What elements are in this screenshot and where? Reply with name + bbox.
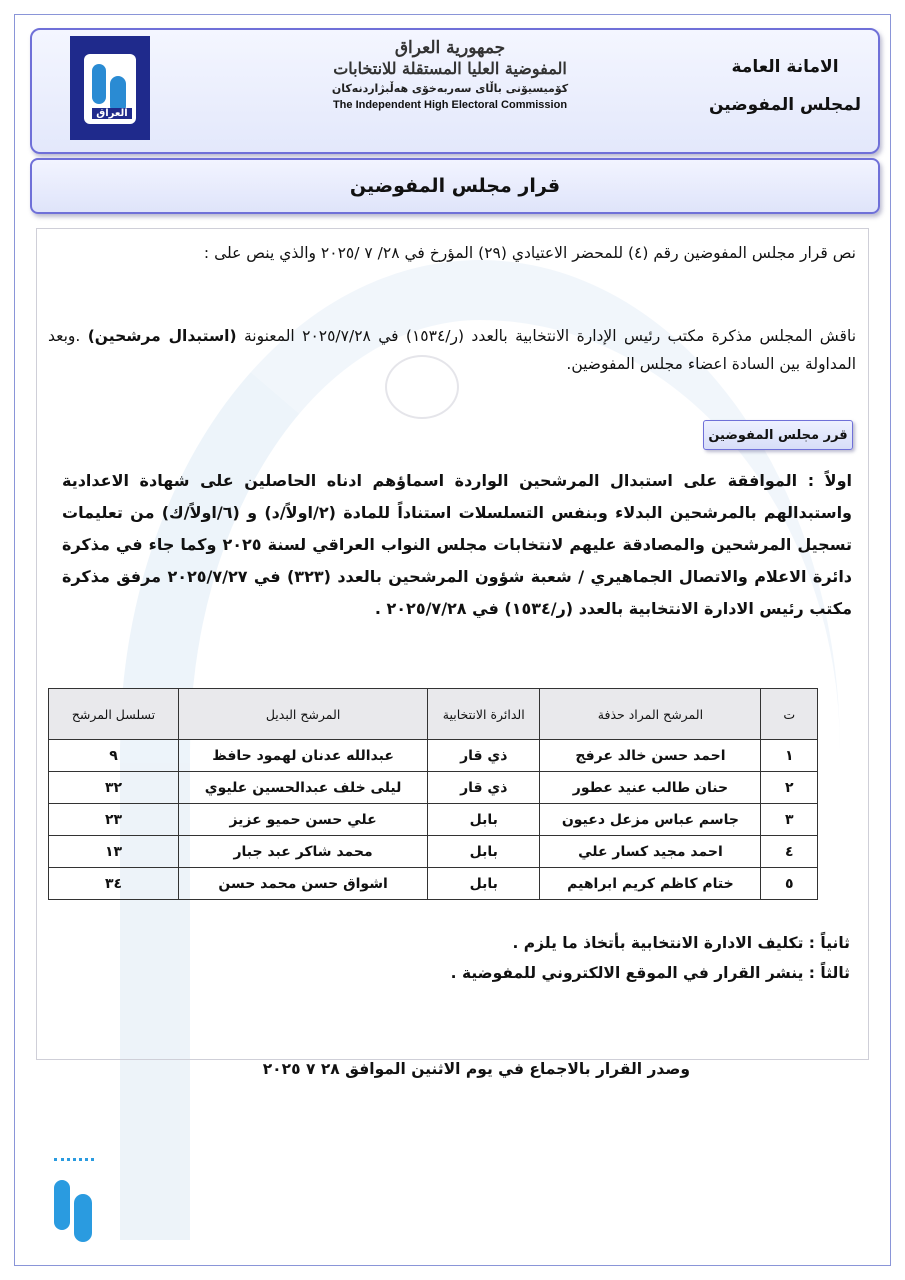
discussion-text-2: .وبعد المداولة بين السادة اعضاء مجلس المفوضين.: [48, 327, 856, 373]
commission-logo: [70, 36, 150, 140]
table-row: [49, 836, 818, 868]
secretariat-title: [705, 48, 865, 124]
decided-label-box: قرر مجلس المفوضين: [703, 420, 853, 450]
decision-title-bar: [30, 158, 880, 214]
footer-logo-figure-right: [74, 1194, 92, 1242]
table-row: [49, 772, 818, 804]
secretariat-line2: لمجلس المفوضين: [708, 95, 862, 115]
cell-sequence: ٣٤: [49, 868, 179, 900]
cell-deleted-candidate: احمد مجيد كسار علي: [540, 836, 761, 868]
header-alternate-candidate: المرشح البديل: [179, 689, 428, 740]
cell-number: ١: [761, 740, 818, 772]
cell-alternate-candidate: محمد شاكر عبد جبار: [179, 836, 428, 868]
cell-alternate-candidate: عبدالله عدنان لهمود حافظ: [179, 740, 428, 772]
commission-name-block: [320, 38, 580, 112]
cell-sequence: ١٣: [49, 836, 179, 868]
commission-name-ku: كۆمیسیۆنی باڵای سەربەخۆی هەڵبژاردنەکان: [331, 82, 569, 95]
decision-reference-paragraph: نص قرار مجلس المفوضين رقم (٤) للمحضر الاعتيادي (٢٩) المؤرخ في ٢٨/ ٧ /٢٠٢٥ والذي ينص على :: [203, 244, 856, 262]
logo-text: العراق: [92, 108, 132, 119]
commission-name-en: The Independent High Electoral Commission: [332, 99, 568, 111]
cell-number: ٤: [761, 836, 818, 868]
decision-item-first: اولاً : الموافقة على استبدال المرشحين الواردة اسماؤهم ادناه الحاصلين على شهادة الاعدادية واستبدالهم بالمرشحين البدلاء وبنفس التسلسلات استناداً للمادة (٢/اولاً/د) و (٦/اولاً/ك) من تعليمات تسجيل المرشحين والمصادقة عليهم لانتخابات مجلس النواب العراقي لسنة ٢٠٢٥ وكما جاء في مذكرة دائرة الاعلام والاتصال الجماهيري / شعبة شؤون المرشحين بالعدد (٣٢٣) في ٢٠٢٥/٧/٢٧ مرفق مذكرة مكتب رئيس الادارة الانتخابية بالعدد (ر/١٥٣٤) في ٢٠٢٥/٧/٢٨ .: [62, 471, 853, 618]
table-row: [49, 804, 818, 836]
cell-number: ٢: [761, 772, 818, 804]
candidates-table: [48, 688, 818, 900]
cell-number: ٥: [761, 868, 818, 900]
republic-name: جمهورية العراق: [394, 38, 506, 58]
decision-item-second: ثانياً : تكليف الادارة الانتخابية بأتخاذ ما يلزم .: [512, 934, 850, 952]
cell-sequence: ٢٣: [49, 804, 179, 836]
cell-district: ذي قار: [428, 740, 540, 772]
discussion-paragraph: [48, 322, 856, 378]
cell-district: بابل: [428, 836, 540, 868]
discussion-text-1: ناقش المجلس مذكرة مكتب رئيس الإدارة الانتخابية بالعدد (ر/١٥٣٤) في ٢٠٢٥/٧/٢٨ المعنونة: [236, 327, 857, 345]
footer-logo-dots: [54, 1158, 94, 1173]
cell-alternate-candidate: اشواق حسن محمد حسن: [179, 868, 428, 900]
decision-item-third: ثالثاً : ينشر القرار في الموقع الالكتروني للمفوضية .: [450, 964, 850, 982]
footer-logo-figure-left: [54, 1180, 70, 1230]
cell-district: بابل: [428, 868, 540, 900]
cell-district: بابل: [428, 804, 540, 836]
secretariat-line1: الامانة العامة: [731, 57, 839, 77]
table-header-row: [49, 689, 818, 740]
footer-logo: [48, 1150, 108, 1260]
header-sequence: تسلسل المرشح: [49, 689, 179, 740]
decision-title: قرار مجلس المفوضين: [349, 175, 561, 197]
cell-deleted-candidate: جاسم عباس مزعل دعيون: [540, 804, 761, 836]
logo-emblem: [84, 54, 136, 124]
logo-figure-left: [92, 64, 106, 104]
header-number: ت: [761, 689, 818, 740]
cell-alternate-candidate: ليلى خلف عبدالحسين عليوي: [179, 772, 428, 804]
table-row: [49, 740, 818, 772]
cell-sequence: ٩: [49, 740, 179, 772]
header-deleted-candidate: المرشح المراد حذفة: [540, 689, 761, 740]
cell-alternate-candidate: علي حسن حميو عزيز: [179, 804, 428, 836]
table-row: [49, 868, 818, 900]
cell-deleted-candidate: ختام كاظم كريم ابراهيم: [540, 868, 761, 900]
cell-district: ذي قار: [428, 772, 540, 804]
cell-number: ٣: [761, 804, 818, 836]
discussion-subject: (استبدال مرشحين): [87, 327, 237, 345]
header-district: الدائرة الانتخابية: [428, 689, 540, 740]
commission-name-ar: المفوضية العليا المستقلة للانتخابات: [333, 59, 567, 78]
issuance-statement: وصدر القرار بالاجماع في يوم الاثنين الموافق ٢٨ ٧ ٢٠٢٥: [262, 1060, 690, 1078]
cell-deleted-candidate: حنان طالب عنيد عطور: [540, 772, 761, 804]
cell-sequence: ٣٢: [49, 772, 179, 804]
cell-deleted-candidate: احمد حسن خالد عرفج: [540, 740, 761, 772]
